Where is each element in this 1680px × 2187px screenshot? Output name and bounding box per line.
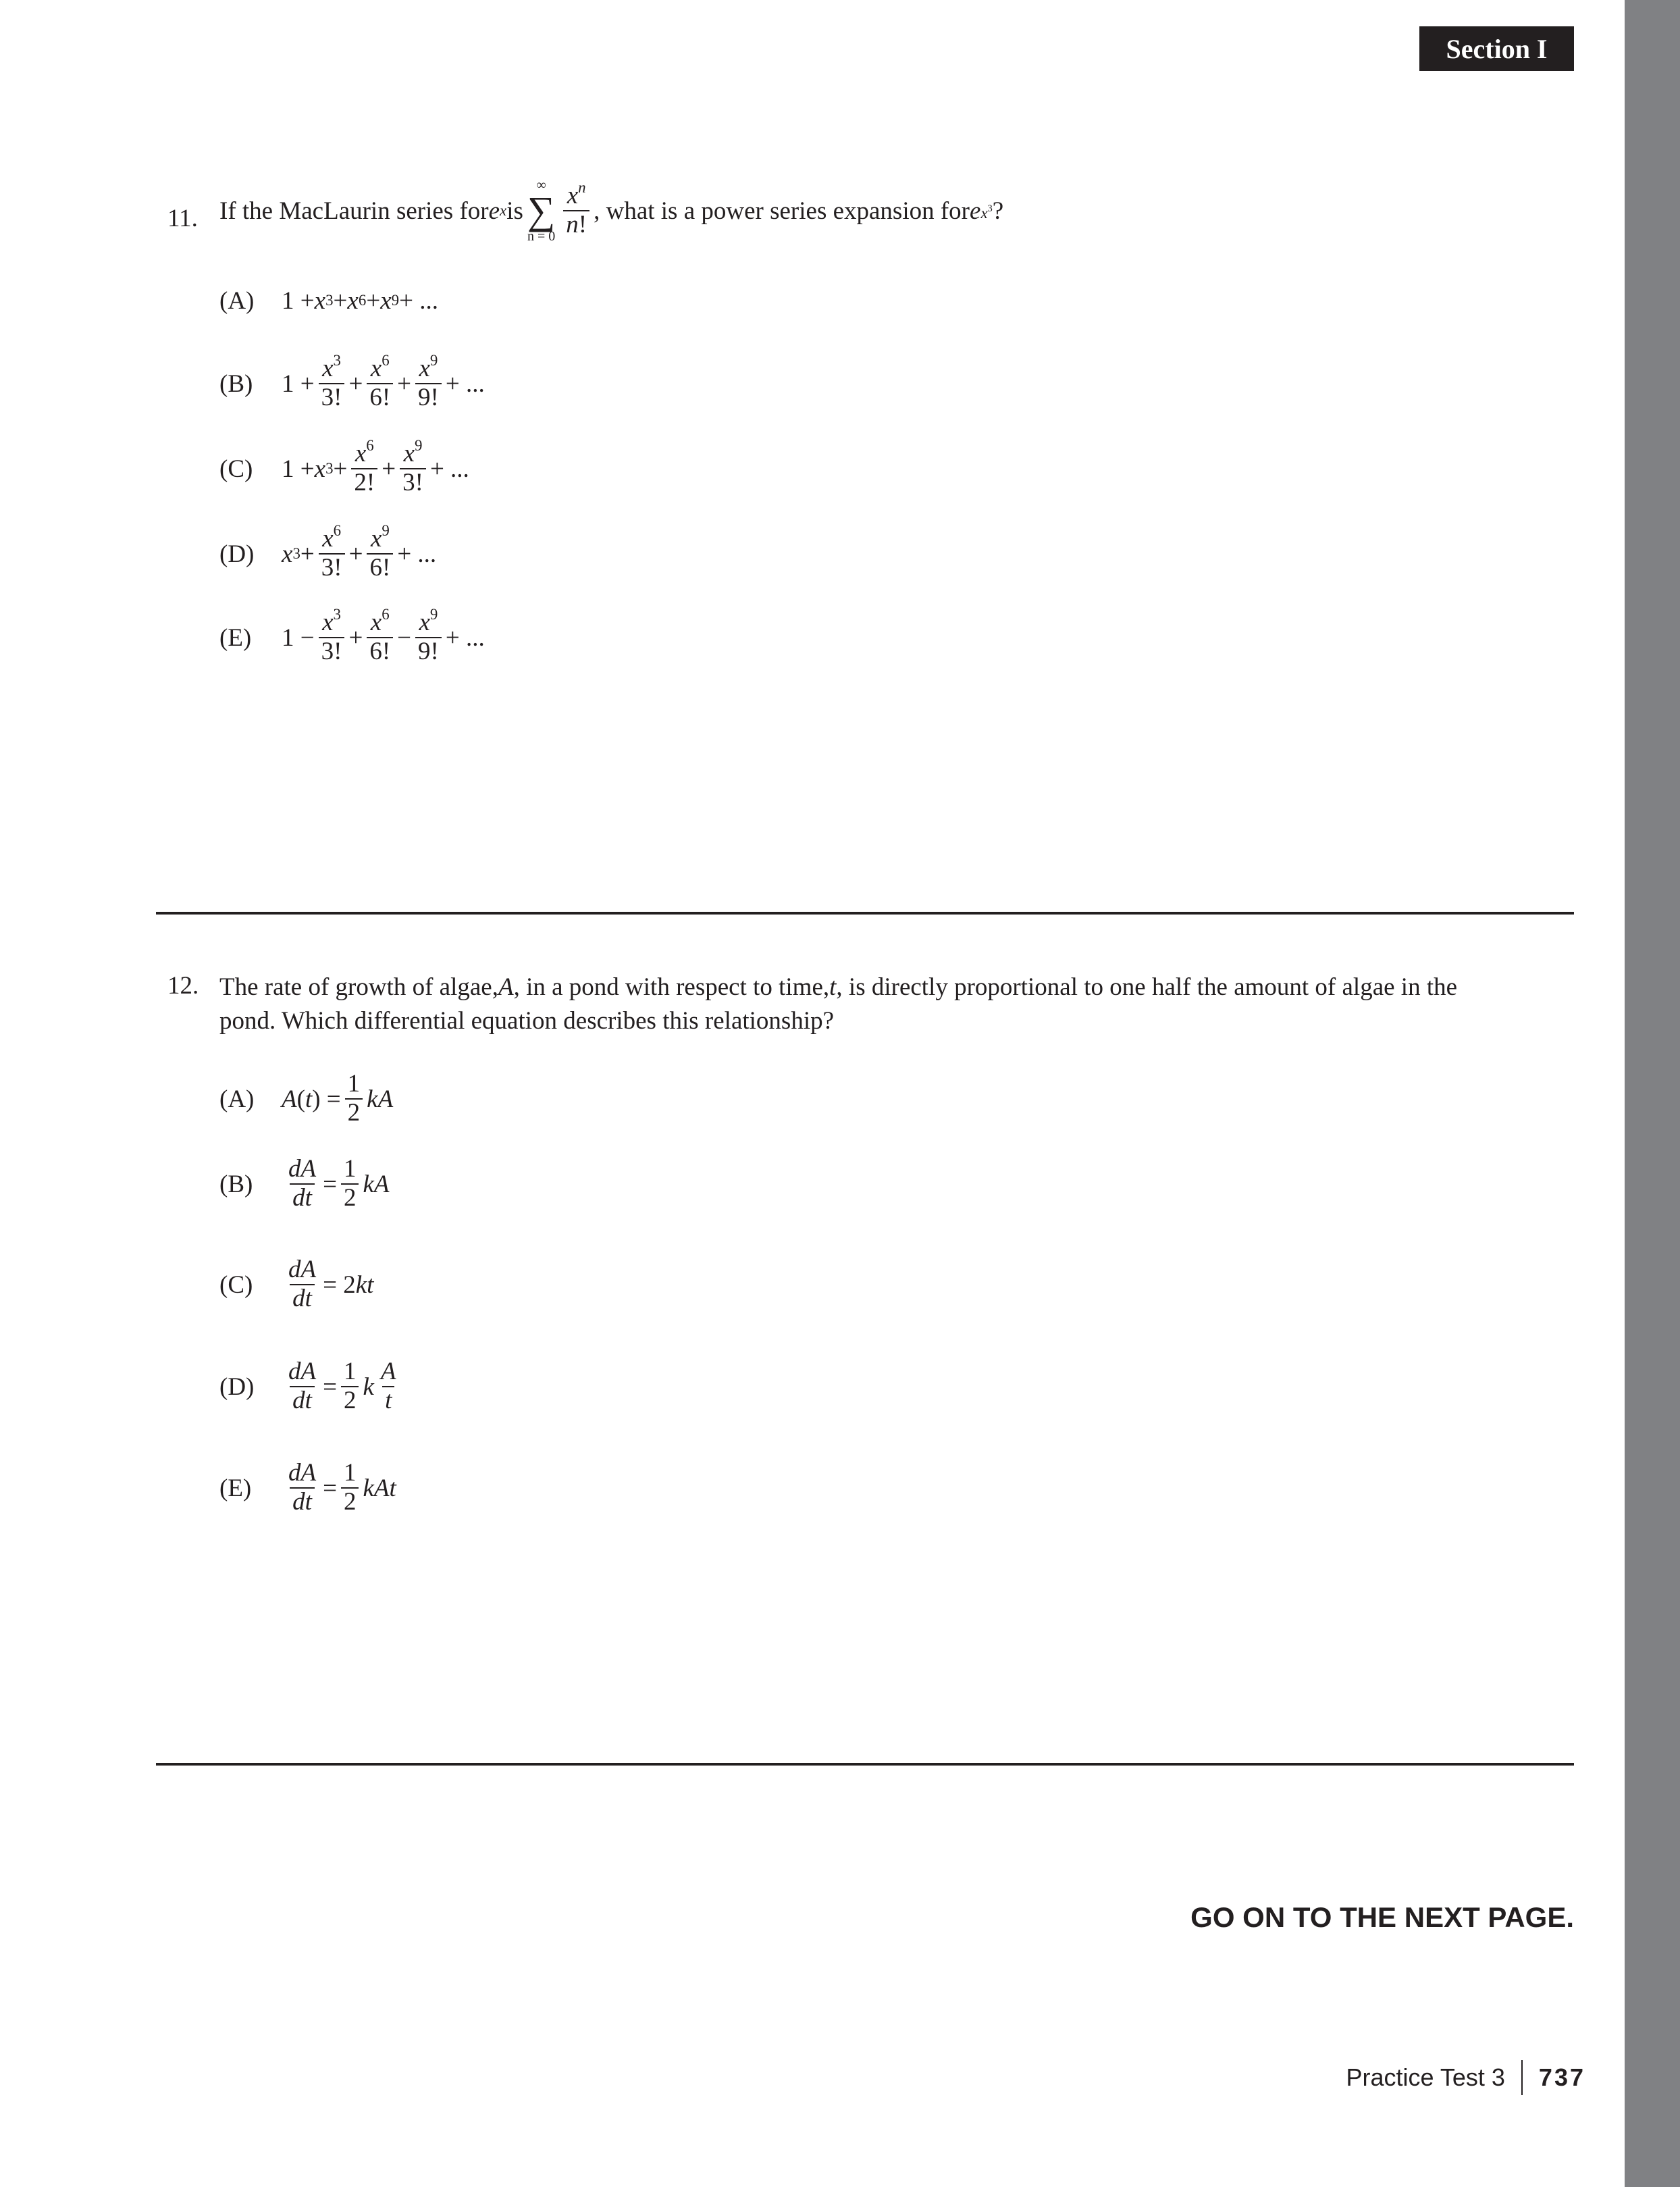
fraction	[286, 1256, 319, 1312]
fraction	[341, 1460, 359, 1516]
denominator	[563, 210, 589, 239]
math-text: 3	[333, 352, 341, 369]
math-variable: dA	[288, 1256, 317, 1284]
math-text: 1 +	[282, 369, 315, 398]
math-variable: x	[380, 286, 392, 315]
denominator	[319, 553, 345, 582]
math-variable: x	[500, 202, 507, 219]
math-variable: x	[322, 525, 334, 553]
answer-choice-e[interactable]	[219, 604, 485, 671]
math-text: 3!	[321, 638, 342, 665]
math-variable: x	[980, 204, 988, 222]
denominator	[345, 1098, 363, 1127]
denominator	[341, 1183, 359, 1212]
numerator	[341, 1358, 359, 1386]
math-variable: dt	[292, 1285, 312, 1312]
math-text: 1	[343, 1155, 357, 1183]
choice-label: (A)	[219, 286, 255, 315]
math-text: 9	[391, 292, 400, 309]
answer-choice-b[interactable]	[219, 350, 485, 417]
choice-label: (B)	[219, 1170, 253, 1198]
math-text: 3	[292, 545, 300, 562]
math-text: , is directly proportional to one half the amount of algae in the	[836, 973, 1458, 1001]
superscript	[382, 352, 389, 369]
math-text: = 2	[323, 1270, 356, 1299]
math-text: 6!	[369, 638, 391, 665]
math-text: +	[382, 455, 396, 483]
math-text: 9!	[418, 638, 439, 665]
superscript	[382, 606, 389, 623]
denominator	[415, 637, 442, 666]
math-variable: A	[380, 1358, 396, 1386]
superscript	[578, 179, 585, 196]
numerator	[368, 352, 392, 383]
denominator	[341, 1487, 359, 1516]
fraction	[319, 606, 345, 665]
math-variable: dt	[292, 1387, 312, 1414]
math-text: 6	[382, 606, 390, 623]
question-stem	[219, 177, 1003, 245]
math-variable: k	[363, 1372, 374, 1401]
math-text: 3!	[321, 384, 342, 411]
math-text: +	[300, 540, 315, 568]
numerator	[368, 606, 392, 637]
math-variable: dA	[288, 1358, 317, 1386]
math-variable: dA	[288, 1459, 317, 1487]
answer-choice-a[interactable]	[219, 1065, 393, 1133]
numerator	[319, 522, 344, 553]
math-text: +	[348, 369, 363, 398]
math-text: 6	[358, 292, 367, 309]
choice-label: (D)	[219, 540, 255, 568]
numerator	[378, 1358, 399, 1386]
fraction	[286, 1460, 319, 1516]
denominator	[290, 1386, 315, 1415]
section-badge: Section I	[1419, 26, 1574, 71]
math-variable: x	[370, 355, 382, 383]
math-variable: x	[419, 609, 430, 637]
math-text: −	[397, 623, 412, 652]
answer-choice-b[interactable]	[219, 1150, 390, 1218]
denominator	[319, 383, 345, 412]
denominator	[341, 1386, 359, 1415]
page-footer	[1346, 2060, 1585, 2095]
math-variable: kA	[367, 1085, 394, 1113]
math-text: 3	[987, 203, 993, 214]
math-text: 9	[415, 437, 423, 455]
math-text: (	[296, 1085, 305, 1113]
choice-label: (C)	[219, 1270, 253, 1299]
math-text: !	[578, 211, 587, 238]
fraction	[286, 1156, 319, 1212]
numerator	[345, 1071, 363, 1098]
denominator	[290, 1487, 315, 1516]
lower-limit: n = 0	[527, 229, 556, 245]
math-variable: dA	[288, 1155, 317, 1183]
math-text: 6!	[369, 384, 391, 411]
math-text: ?	[992, 197, 1004, 225]
math-text: , in a pond with respect to time,	[513, 973, 830, 1001]
math-text: +	[348, 540, 363, 568]
superscript	[988, 203, 993, 214]
fraction	[367, 522, 393, 582]
denominator	[367, 637, 393, 666]
numerator	[401, 437, 425, 468]
superscript	[980, 203, 993, 222]
denominator	[290, 1284, 315, 1313]
numerator	[341, 1460, 359, 1487]
numerator	[565, 179, 589, 210]
math-text: 1 +	[282, 286, 315, 315]
math-text: + ...	[397, 540, 437, 568]
numerator	[286, 1358, 319, 1386]
math-text: 3	[325, 292, 334, 309]
denominator	[415, 383, 442, 412]
numerator	[352, 437, 377, 468]
page-edge-tab	[1625, 0, 1680, 2187]
math-variable: kt	[355, 1270, 374, 1299]
numerator	[319, 352, 344, 383]
fraction	[367, 352, 393, 411]
math-text: 3!	[402, 469, 423, 496]
answer-choice-c[interactable]	[219, 435, 469, 503]
math-text: If the MacLaurin series for	[219, 197, 489, 225]
superscript	[430, 606, 438, 623]
math-variable: n	[566, 211, 579, 238]
question-stem-line-1	[219, 970, 1457, 1004]
math-text: pond. Which differential equation describes this relationship?	[219, 1006, 835, 1035]
math-variable: x	[282, 540, 293, 568]
math-text: ) =	[312, 1085, 341, 1113]
choice-label: (C)	[219, 455, 253, 483]
denominator	[382, 1386, 394, 1415]
math-text: 2	[343, 1488, 357, 1516]
math-text: 1 −	[282, 623, 315, 652]
superscript	[334, 522, 341, 539]
fraction	[367, 606, 393, 665]
choice-label: (E)	[219, 1474, 252, 1502]
math-text: +	[366, 286, 381, 315]
math-text: 2	[343, 1387, 357, 1414]
math-variable: t	[305, 1085, 313, 1113]
math-text: The rate of growth of algae,	[219, 973, 498, 1001]
math-variable: A	[498, 973, 514, 1001]
denominator	[367, 553, 393, 582]
math-variable: e	[488, 197, 500, 225]
denominator	[319, 637, 345, 666]
superscript	[430, 352, 438, 369]
choice-label: (B)	[219, 369, 253, 398]
math-variable: x	[314, 455, 326, 483]
math-text: + ...	[445, 623, 485, 652]
denominator	[367, 383, 393, 412]
math-variable: x	[347, 286, 359, 315]
math-variable: e	[970, 197, 981, 225]
math-text: 2!	[354, 469, 375, 496]
math-variable: t	[829, 973, 837, 1001]
math-variable: kA	[363, 1170, 390, 1198]
denominator	[290, 1183, 315, 1212]
math-text: + ...	[429, 455, 469, 483]
math-text: +	[348, 623, 363, 652]
math-variable: dt	[292, 1488, 312, 1516]
math-variable: x	[403, 440, 415, 468]
fraction	[415, 352, 442, 411]
divider	[156, 912, 1574, 915]
math-variable: kAt	[363, 1474, 396, 1502]
fraction	[319, 352, 345, 411]
math-variable: x	[314, 286, 326, 315]
math-variable: x	[322, 355, 334, 383]
math-text: 3!	[321, 554, 342, 582]
superscript	[334, 606, 341, 623]
math-variable: x	[419, 355, 430, 383]
choice-label: (A)	[219, 1085, 255, 1113]
fraction	[563, 179, 589, 238]
math-text: =	[323, 1474, 337, 1502]
go-on-notice: GO ON TO THE NEXT PAGE.	[1190, 1901, 1574, 1933]
fraction	[415, 606, 442, 665]
math-variable: n	[578, 179, 586, 197]
superscript	[334, 352, 341, 369]
numerator	[416, 606, 440, 637]
choice-label: (D)	[219, 1372, 255, 1401]
math-text: 3	[325, 460, 334, 477]
math-text: 6!	[369, 554, 391, 582]
math-text: 1	[343, 1459, 357, 1487]
question-stem-line-2	[219, 1004, 834, 1037]
math-text: 1 +	[282, 455, 315, 483]
fraction	[341, 1358, 359, 1414]
superscript	[382, 522, 389, 539]
fraction	[319, 522, 345, 582]
math-text: 9	[382, 522, 390, 540]
math-text: +	[333, 286, 348, 315]
answer-choice-e[interactable]	[219, 1454, 396, 1522]
math-text: 9	[429, 352, 438, 369]
math-text: 9	[429, 606, 438, 623]
math-text: 2	[343, 1184, 357, 1212]
math-text: =	[323, 1170, 337, 1198]
page-number: 737	[1538, 2063, 1585, 2091]
math-text: 1	[347, 1070, 361, 1098]
math-text: +	[397, 369, 412, 398]
math-variable: t	[385, 1387, 392, 1414]
numerator	[341, 1156, 359, 1183]
math-variable: x	[370, 609, 382, 637]
math-text: 3	[333, 606, 341, 623]
upper-limit: ∞	[536, 177, 546, 192]
math-text: + ...	[445, 369, 485, 398]
superscript	[415, 437, 422, 454]
numerator	[286, 1460, 319, 1487]
math-variable: dt	[292, 1184, 312, 1212]
answer-choice-a[interactable]	[219, 284, 438, 317]
footer-separator	[1521, 2060, 1523, 2095]
fraction	[341, 1156, 359, 1212]
fraction	[286, 1358, 319, 1414]
answer-choice-d[interactable]	[219, 1353, 403, 1420]
summation	[527, 177, 555, 245]
fraction	[378, 1358, 399, 1414]
math-variable: A	[282, 1085, 297, 1113]
fraction	[400, 437, 426, 496]
denominator	[400, 468, 426, 497]
math-variable: x	[322, 609, 334, 637]
divider	[156, 1763, 1574, 1766]
fraction	[345, 1071, 363, 1127]
numerator	[286, 1156, 319, 1183]
superscript	[366, 437, 373, 454]
math-text: 6	[333, 522, 342, 540]
answer-choice-c[interactable]	[219, 1251, 373, 1318]
math-variable: x	[370, 525, 382, 553]
math-text: is	[506, 197, 523, 225]
math-text: 6	[366, 437, 374, 455]
math-text: , what is a power series expansion for	[594, 197, 970, 225]
fraction	[351, 437, 377, 496]
math-text: 9!	[418, 384, 439, 411]
math-text: +	[333, 455, 348, 483]
math-variable: x	[355, 440, 367, 468]
math-text: =	[323, 1372, 337, 1401]
question-number: 11.	[167, 205, 198, 232]
sigma-symbol: ∑	[527, 188, 556, 232]
denominator	[351, 468, 377, 497]
math-text: 2	[347, 1099, 361, 1127]
math-text: + ...	[399, 286, 438, 315]
math-variable: x	[567, 182, 579, 210]
numerator	[368, 522, 392, 553]
choice-label: (E)	[219, 623, 252, 652]
math-text: 6	[382, 352, 390, 369]
math-text: 1	[343, 1358, 357, 1386]
numerator	[319, 606, 344, 637]
book-section: Practice Test 3	[1346, 2063, 1505, 2091]
numerator	[416, 352, 440, 383]
numerator	[286, 1256, 319, 1284]
question-number: 12.	[167, 972, 199, 1000]
answer-choice-d[interactable]	[219, 520, 436, 588]
